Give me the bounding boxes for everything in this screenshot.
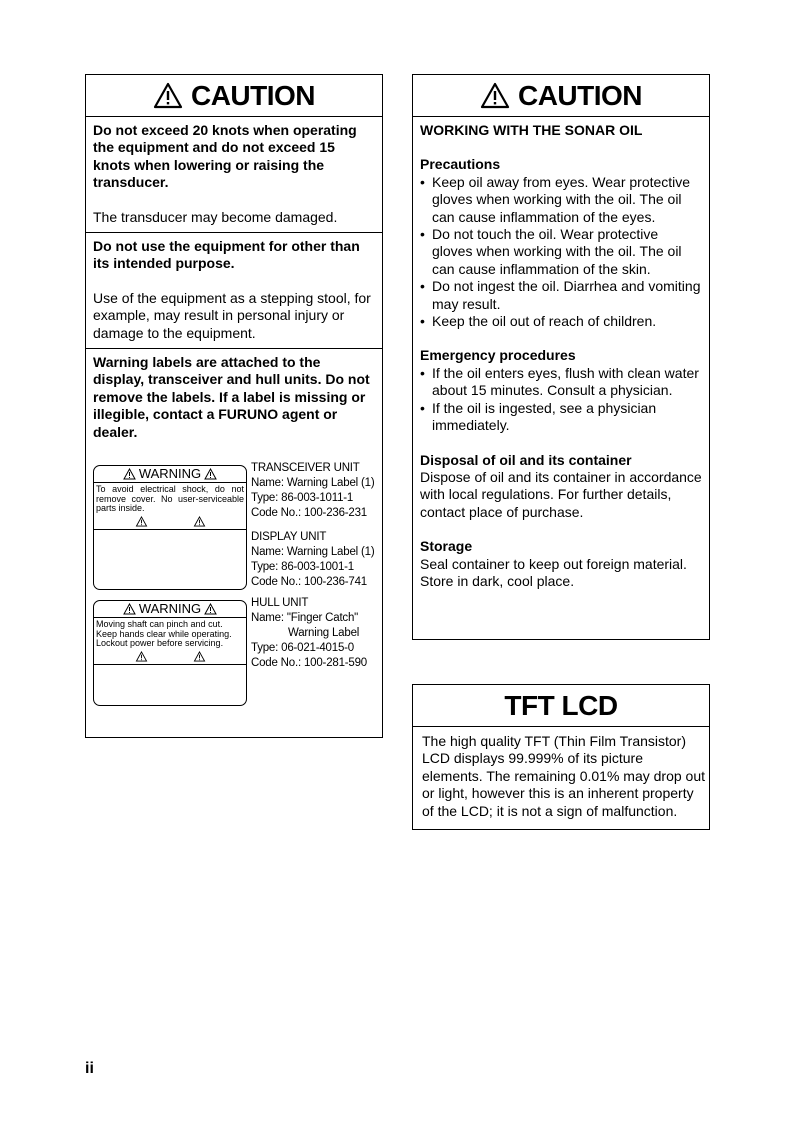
display-unit-code: Code No.: 100-236-741 [251, 576, 367, 589]
label-info-2 [251, 596, 367, 706]
warning-triangle-icon [193, 516, 206, 527]
storage-text: Seal container to keep out foreign material. Store in dark, cool place. [420, 555, 687, 589]
hull-unit-name: Name: "Finger Catch" [251, 612, 359, 625]
label-row-2 [93, 597, 375, 706]
list-item: • If the oil is ingested, see a physician immediately. [420, 400, 702, 435]
tft-lcd-text: The high quality TFT (Thin Film Transistor) LCD displays 99.999% of its picture elements. The remaining 0.01% may drop out or light, however this is an inherent property of the LCD; it is not a sign of malfunction. [422, 733, 706, 819]
hull-unit-type: Type: 06-021-4015-0 [251, 642, 354, 655]
warning-triangle-icon [204, 468, 217, 480]
purpose-caution-bold: Do not use the equipment for other than its intended purpose. [93, 238, 360, 272]
warning-triangle-icon [480, 82, 510, 109]
speed-caution-bold: Do not exceed 20 knots when operating the equipment and do not exceed 15 knots when lowering or raising the transducer. [93, 122, 357, 191]
precautions-heading: Precautions [420, 156, 501, 173]
caution-title-right: CAUTION [517, 79, 643, 111]
disposal-heading: Disposal of oil and its container [420, 451, 632, 468]
display-unit-info [251, 530, 374, 590]
warning-label-header [94, 466, 246, 483]
transceiver-unit-code: Code No.: 100-236-231 [251, 507, 367, 520]
warning-label-text: To avoid electrical shock, do not remove cover. No user-serviceable parts inside. [96, 484, 244, 514]
list-item: • Do not touch the oil. Wear protective gloves when working with the oil. The oil can cause inflammation of the skin. [420, 226, 702, 278]
precautions-list [420, 174, 702, 331]
warning-label-text: Moving shaft can pinch and cut. Keep hands clear while operating. Lockout power before servicing. [96, 619, 232, 649]
caution-box-left [85, 74, 383, 738]
warning-label-electrical [93, 465, 247, 590]
warning-label-symbols [94, 515, 246, 530]
warning-triangle-icon [123, 603, 136, 615]
speed-caution-section [86, 117, 382, 232]
warning-label-symbols [94, 650, 246, 665]
caution-title-left: CAUTION [190, 79, 316, 111]
list-item: • If the oil enters eyes, flush with clean water about 15 minutes. Consult a physician. [420, 365, 702, 400]
page-number: ii [85, 1060, 94, 1077]
hull-unit-info [251, 596, 367, 671]
warning-triangle-icon [153, 82, 183, 109]
sonar-oil-title: WORKING WITH THE SONAR OIL [420, 122, 643, 138]
warning-triangle-icon [204, 603, 217, 615]
transceiver-unit-title: TRANSCEIVER UNIT [251, 462, 360, 475]
caution-header-right [413, 75, 709, 117]
list-item: • Keep oil away from eyes. Wear protective gloves when working with the oil. The oil can cause inflammation of the eyes. [420, 174, 702, 226]
disposal-text: Dispose of oil and its container in accordance with local regulations. For further details, contact place of purchase. [420, 468, 702, 520]
label-row-1 [93, 462, 375, 590]
warning-label-blank [94, 665, 246, 705]
warning-label-blank [94, 530, 246, 570]
display-unit-type: Type: 86-003-1001-1 [251, 561, 354, 574]
tft-lcd-box [412, 684, 710, 830]
labels-caution-section [86, 348, 382, 718]
purpose-caution-section [86, 232, 382, 348]
warning-triangle-icon [123, 468, 136, 480]
warning-triangle-icon [135, 651, 148, 662]
hull-unit-title: HULL UNIT [251, 597, 309, 610]
hull-unit-name-cont: Warning Label [288, 627, 360, 640]
emergency-heading: Emergency procedures [420, 347, 576, 364]
speed-caution-text: The transducer may become damaged. [93, 208, 338, 225]
transceiver-unit-type: Type: 86-003-1011-1 [251, 492, 354, 505]
warning-triangle-icon [135, 516, 148, 527]
caution-box-right [412, 74, 710, 640]
display-unit-title: DISPLAY UNIT [251, 531, 327, 544]
display-unit-name: Name: Warning Label (1) [251, 546, 375, 559]
label-info-1 [251, 461, 374, 590]
caution-header-left [86, 75, 382, 117]
hull-unit-code: Code No.: 100-281-590 [251, 657, 367, 670]
tft-lcd-header: TFT LCD [413, 685, 709, 727]
warning-label-shaft [93, 600, 247, 706]
warning-triangle-icon [193, 651, 206, 662]
emergency-list [420, 365, 702, 435]
warning-label-title: WARNING [138, 601, 202, 617]
list-item: • Do not ingest the oil. Diarrhea and vomiting may result. [420, 278, 702, 313]
list-item: • Keep the oil out of reach of children. [420, 313, 702, 330]
warning-label-title: WARNING [138, 466, 202, 482]
storage-heading: Storage [420, 538, 473, 555]
transceiver-unit-info [251, 461, 374, 521]
labels-caution-bold: Warning labels are attached to the display, transceiver and hull units. Do not remove the labels. If a label is missing or illegible, contact a FURUNO agent or dealer. [93, 354, 370, 440]
warning-label-header [94, 601, 246, 618]
purpose-caution-text: Use of the equipment as a stepping stool, for example, may result in personal injury or damage to the equipment. [93, 289, 371, 341]
sonar-oil-section [413, 117, 709, 596]
transceiver-unit-name: Name: Warning Label (1) [251, 477, 375, 490]
